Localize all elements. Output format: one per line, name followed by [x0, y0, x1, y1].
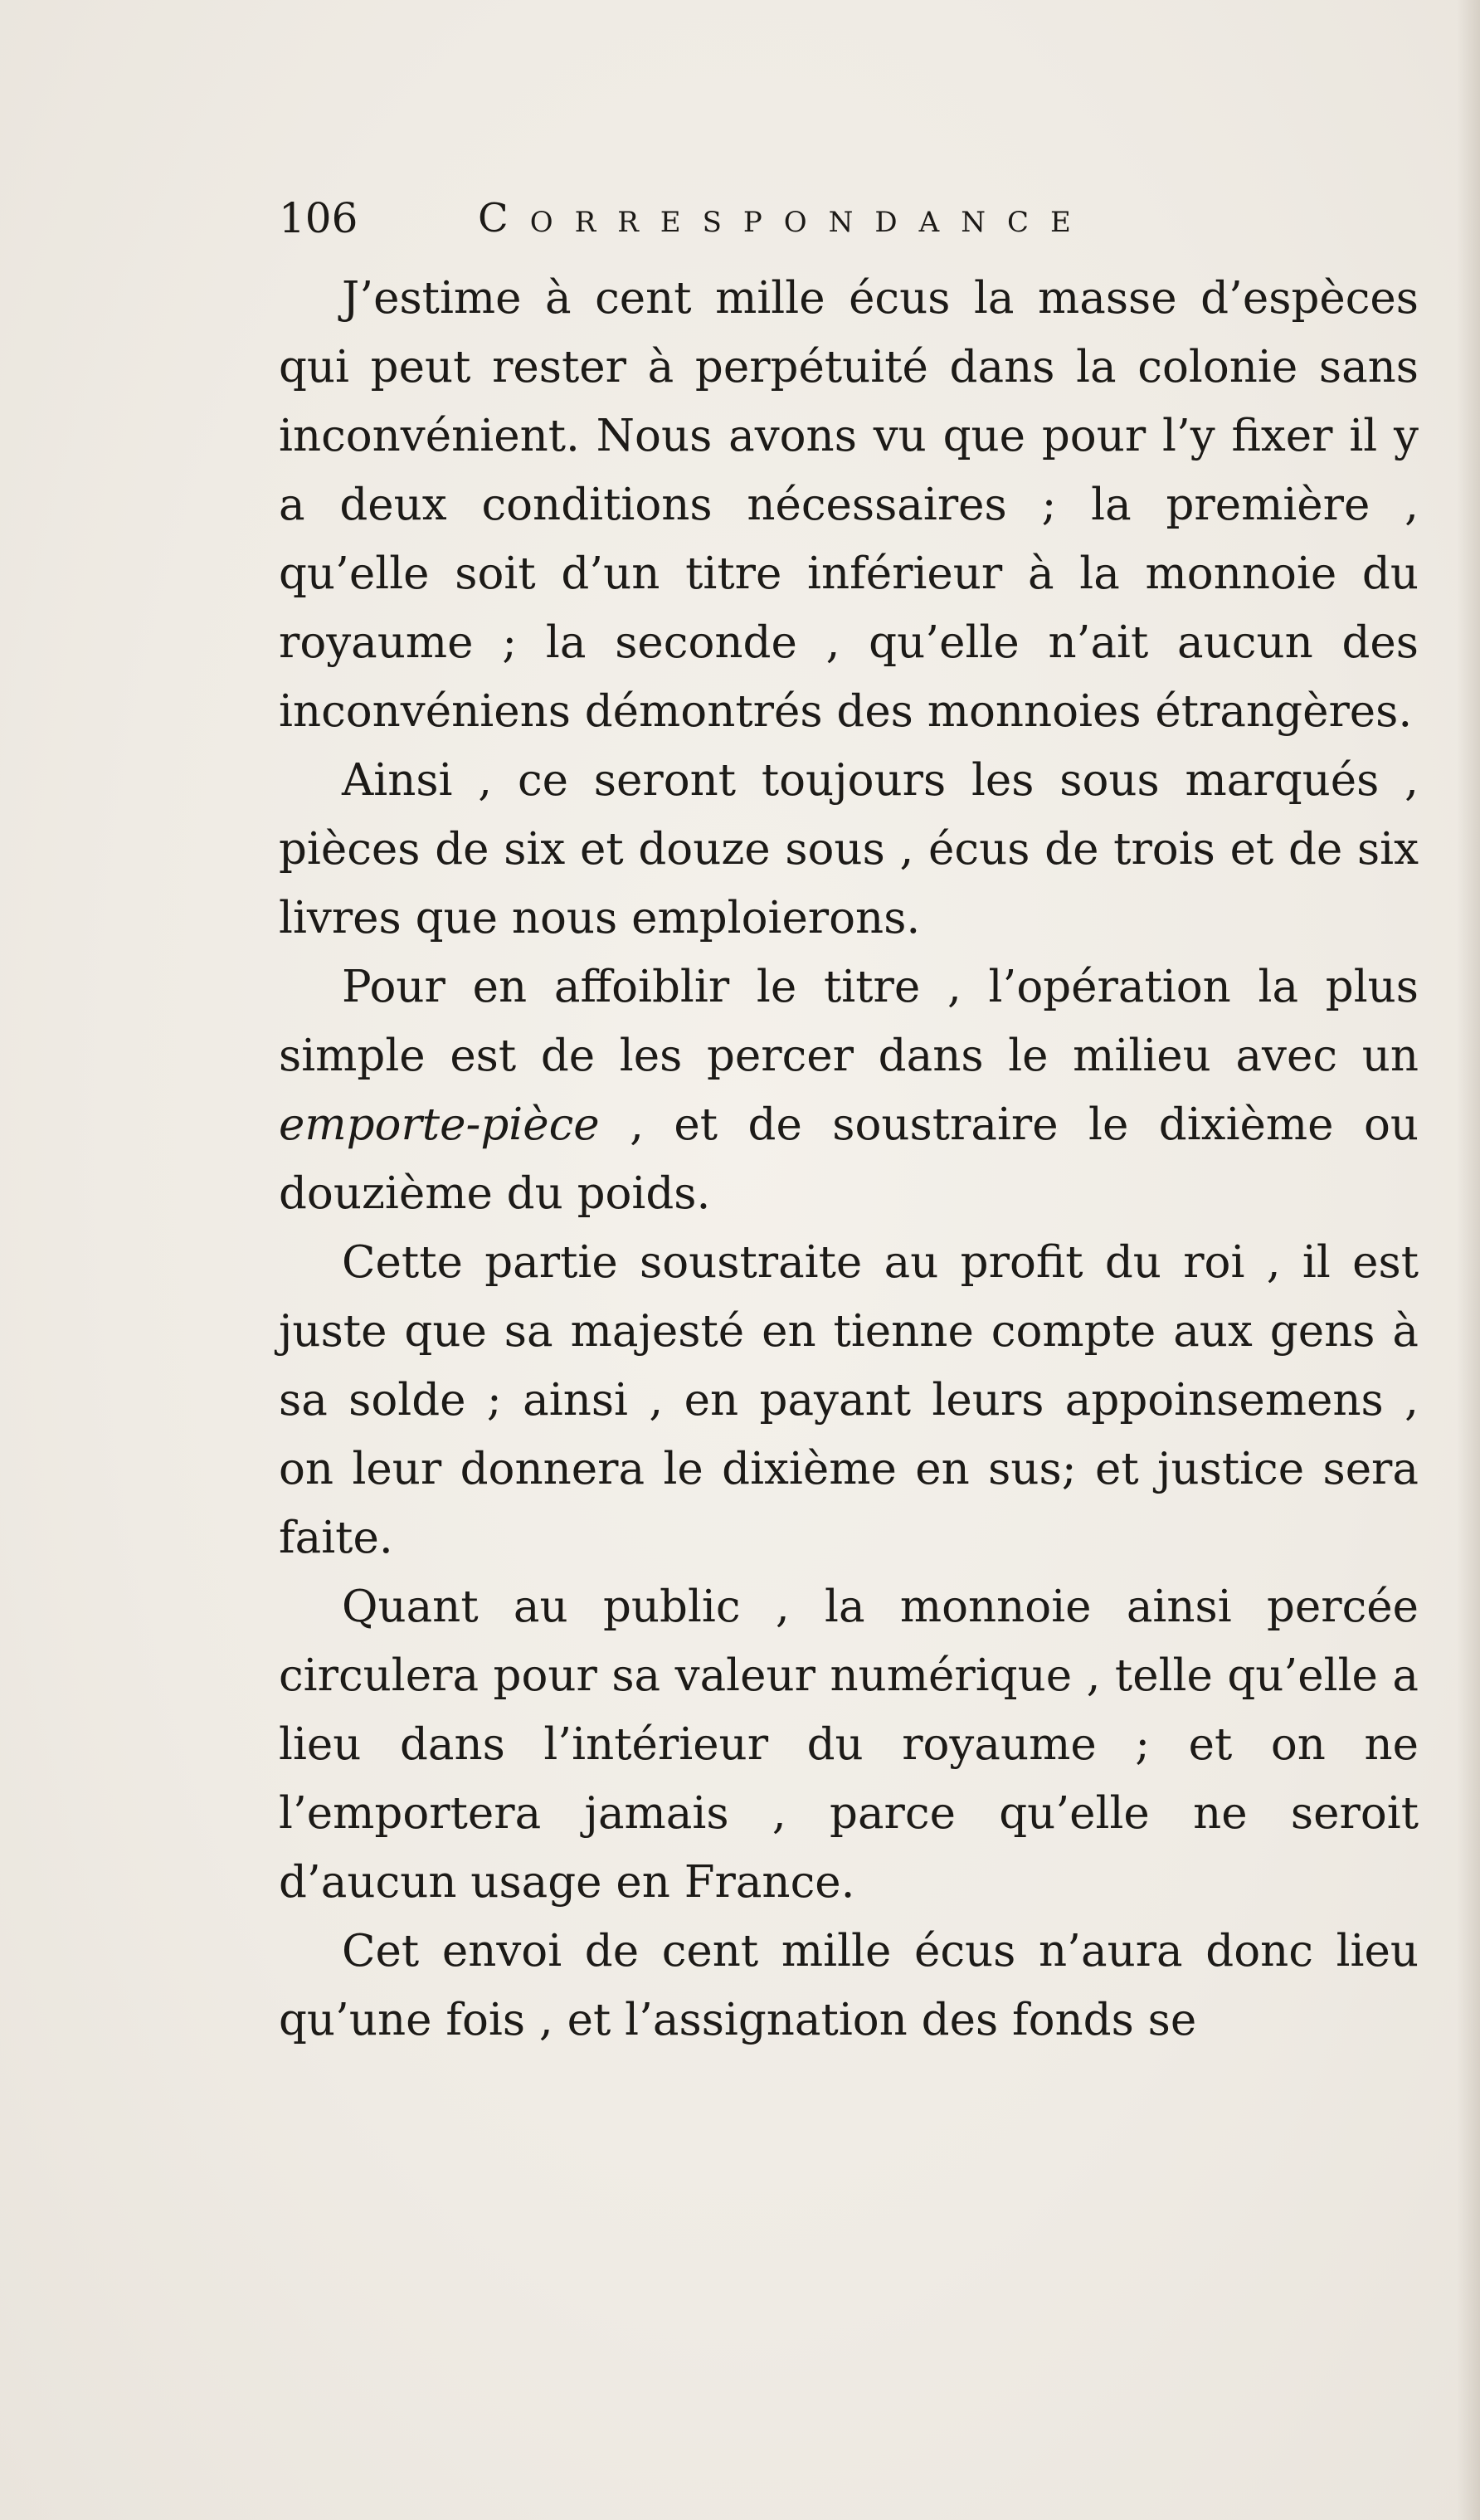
paragraph-5: Quant au public , la monnoie ainsi percée circulera pour sa valeur numérique , telle qu’elle a lieu dans l’intérieur du royaume ; et on ne l’emportera jamais , parce qu’elle ne seroit d’aucun usage en France.	[279, 1582, 1419, 1908]
paragraph-4: Cette partie soustraite au profit du roi , il est juste que sa majesté en tienne compte aux gens à sa solde ; ainsi , en payant leurs appoinsemens , on leur donnera le dixième en sus; et justice sera faite.	[279, 1237, 1419, 1563]
body-text	[279, 264, 1419, 2055]
paragraph-2: Ainsi , ce seront toujours les sous marqués , pièces de six et douze sous , écus de trois et de six livres que nous emploierons.	[279, 755, 1419, 943]
paragraph-6: Cet envoi de cent mille écus n’aura donc lieu qu’une fois , et l’assignation des fonds se	[279, 1926, 1419, 2045]
page-header	[279, 189, 1249, 247]
italic-term: emporte-pièce	[279, 1099, 600, 1150]
running-title: Correspondance	[478, 195, 1093, 241]
page-number: 106	[279, 194, 358, 242]
paragraph-3-text-start: Pour en affoiblir le titre , l’opération la plus simple est de les percer dans le milieu avec un	[279, 962, 1419, 1081]
page-edge-shadow	[1457, 0, 1480, 2520]
paragraph-1: J’estime à cent mille écus la masse d’espèces qui peut rester à perpétuité dans la colonie sans inconvénient. Nous avons vu que pour l’y fixer il y a deux conditions nécessaires ; la première , qu’elle soit d’un titre inférieur à la monnoie du royaume ; la seconde , qu’elle n’ait aucun des inconvéniens démontrés des monnoies étrangères.	[279, 273, 1419, 737]
paragraph-3-text-end: , et de soustraire le dixième ou douzième du poids.	[279, 1099, 1419, 1219]
paragraph-3	[279, 953, 1419, 1228]
